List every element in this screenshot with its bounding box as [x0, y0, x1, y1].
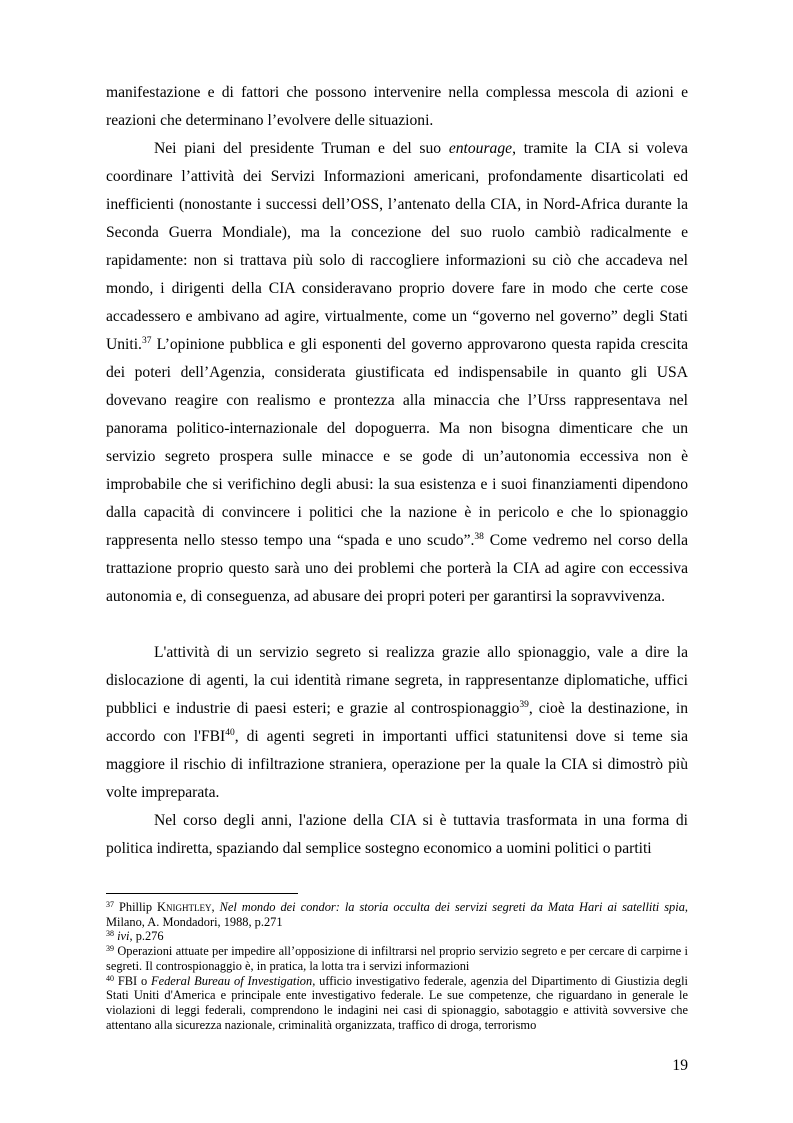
- emphasis-entourage: entourage: [448, 140, 513, 157]
- footnote-38: $^{38}$ ivi, p.276: [106, 929, 164, 944]
- paragraph-truman: Nei piani del presidente Truman e del suo entourage, tramite la CIA si voleva coordinare l’attività dei Servizi Informazioni americani, profondamente disarticolati ed inefficienti (nonostante i successi dell’OSS, l’antenato della CIA, in Nord-Africa durante la Seconda Guerra Mondiale), ma la concezione del suo ruolo cambiò radicalmente e rapidamente: non si trattava più solo di raccogliere informazioni su ciò che accadeva nel mondo, i dirigenti della CIA consideravano proprio dovere fare in modo che certe cose accadessero e ambivano ad agire, virtualmente, come un “governo nel governo” degli Stati Uniti.$^{37}$ L’opinione pubblica e gli esponenti del governo approvarono questa rapida crescita dei poteri dell’Agenzia, considerata giustificata ed indispensabile in quanto gli USA dovevano reagire con realismo e prontezza alla minaccia che l’Urss rappresentava nel panorama politico-internazionale del dopoguerra. Ma non bisogna dimenticare che un servizio segreto prospera sulle minacce e se gode di un’autonomia eccessiva non è improbabile che si verifichino degli abusi: la sua esistenza e i suoi finanziamenti dipendono dalla capacità di convincere i politici che la nazione è in pericolo e che lo spionaggio rappresenta nello stesso tempo una “spada e uno scudo”.$^{38}$ Come vedremo nel corso della trattazione proprio questo sarà uno dei problemi che porterà la CIA ad agire con eccessiva autonomia e, di conseguenza, ad abusare dei propri poteri per garantirsi la sopravvivenza.: [106, 140, 688, 605]
- footnote-separator: [106, 893, 298, 894]
- footnote-40: $^{40}$ FBI o Federal Bureau of Investigation, ufficio investigativo federale, agenzia del Dipartimento di Giustizia degli Stati Uniti d'America e principale ente investigativo federale. Le sue competenze, che riguardano in generale le violazioni di leggi federali, comprendono le indagini nei casi di spionaggio, sabotaggio e attività sovversive che attentano alla sicurezza nazionale, criminalità organizzata, traffico di droga, terrorismo: [106, 973, 688, 1032]
- page-number: 19: [672, 1057, 688, 1074]
- paragraph-continuation: manifestazione e di fattori che possono intervenire nella complessa mescola di azioni e reazioni che determinano l’evolvere delle situazioni.: [106, 84, 688, 129]
- footnote-ref-39: 39: [519, 700, 529, 710]
- paragraph-spionaggio: L'attività di un servizio segreto si realizza grazie allo spionaggio, vale a dire la dislocazione di agenti, la cui identità rimane segreta, in rappresentanze diplomatiche, uffici pubblici e industrie di paesi esteri; e grazie al controspionaggio$^{39}$, cioè la destinazione, in accordo con l'FBI$^{40}$, di agenti segreti in importanti uffici statunitensi dove si teme sia maggiore il rischio di infiltrazione straniera, operazione per la quale la CIA si dimostrò più volte impreparata.: [106, 644, 689, 801]
- footnote-ref-37: 37: [141, 336, 152, 346]
- footnote-ref-40: 40: [225, 728, 235, 738]
- footnote-37: $^{37}$ Phillip Knightley, Nel mondo dei condor: la storia occulta dei servizi segreti da Mata Hari ai satelliti spia, Milano, A. Mondadori, 1988, p.271: [106, 900, 688, 929]
- paragraph-politica-indiretta: Nel corso degli anni, l'azione della CIA si è tuttavia trasformata in una forma di politica indiretta, spaziando dal semplice sostegno economico a uomini politici o partiti: [106, 812, 688, 857]
- footnote-ref-38: 38: [474, 532, 484, 542]
- main-text: [106, 79, 688, 863]
- footnote-39: $^{39}$ Operazioni attuate per impedire all’opposizione di infiltrarsi nel proprio servizio segreto e per cercare di carpirne i segreti. Il controspionaggio è, in pratica, la lotta tra i servizi informazioni: [106, 944, 688, 973]
- footnotes: [106, 900, 688, 1032]
